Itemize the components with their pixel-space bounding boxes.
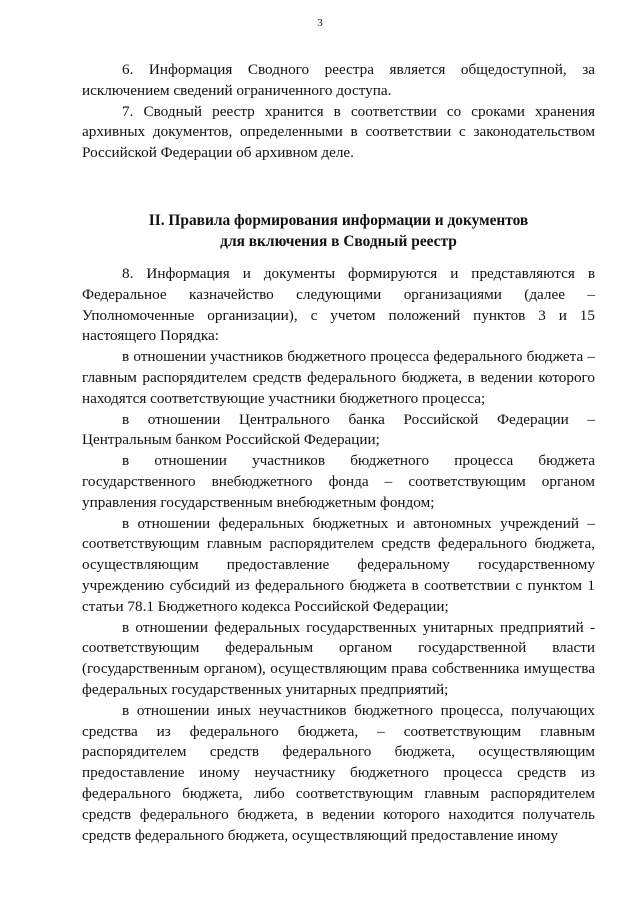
paragraph-6: 6. Информация Сводного реестра является общедоступной, за исключением сведений ограниченного доступа. <box>82 61 595 99</box>
list-item-budget-participants: в отношении участников бюджетного процесса федерального бюджета – главным распорядителем средств федерального бюджета, в ведении которого находятся соответствующие участники бюджетного процесса; <box>82 348 595 407</box>
section-heading-line-1: II. Правила формирования информации и документов <box>148 211 529 229</box>
section-heading-line-2: для включения в Сводный реестр <box>220 232 457 250</box>
document-body <box>82 60 595 846</box>
list-item-central-bank: в отношении Центрального банка Российской Федерации – Центральным банком Российской Федерации; <box>82 410 595 449</box>
page-number: 3 <box>317 17 323 29</box>
paragraph-8: 8. Информация и документы формируются и представляются в Федеральное казначейство следующими организациями (далее – Уполномоченные организации), с учетом положений пунктов 3 и 15 настоящего Порядка: <box>82 264 595 345</box>
list-item-federal-institutions: в отношении федеральных бюджетных и автономных учреждений – соответствующим главным распорядителем средств федерального бюджета, осуществляющим предоставление федеральному государственному учреждению субсидий из федерального бюджета в соответствии с пунктом 1 статьи 78.1 Бюджетного кодекса Российской Федерации; <box>82 514 595 615</box>
list-item-unitary-enterprises: в отношении федеральных государственных унитарных предприятий - соответствующим федеральным органом государственной власти (государственным органом), осуществляющим права собственника имущества федеральных государственных унитарных предприятий; <box>82 618 595 698</box>
section-heading <box>82 210 595 252</box>
list-item-extrabudgetary-fund: в отношении участников бюджетного процесса бюджета государственного внебюджетного фонда – соответствующим органом управления государственным внебюджетным фондом; <box>82 452 595 511</box>
paragraph-7: 7. Сводный реестр хранится в соответствии со сроками хранения архивных документов, определенными в соответствии с законодательством Российской Федерации об архивном деле. <box>82 102 595 162</box>
list-item-other-non-participants: в отношении иных неучастников бюджетного процесса, получающих средства из федерального бюджета, – соответствующим главным распорядителем средств федерального бюджета, осуществляющим предоставление иному неучастнику бюджетного процесса средств из федерального бюджета, либо соответствующим главным распорядителем средств федерального бюджета, в ведении которого находится получатель средств федерального бюджета, осуществляющий предоставление иному <box>82 701 595 844</box>
